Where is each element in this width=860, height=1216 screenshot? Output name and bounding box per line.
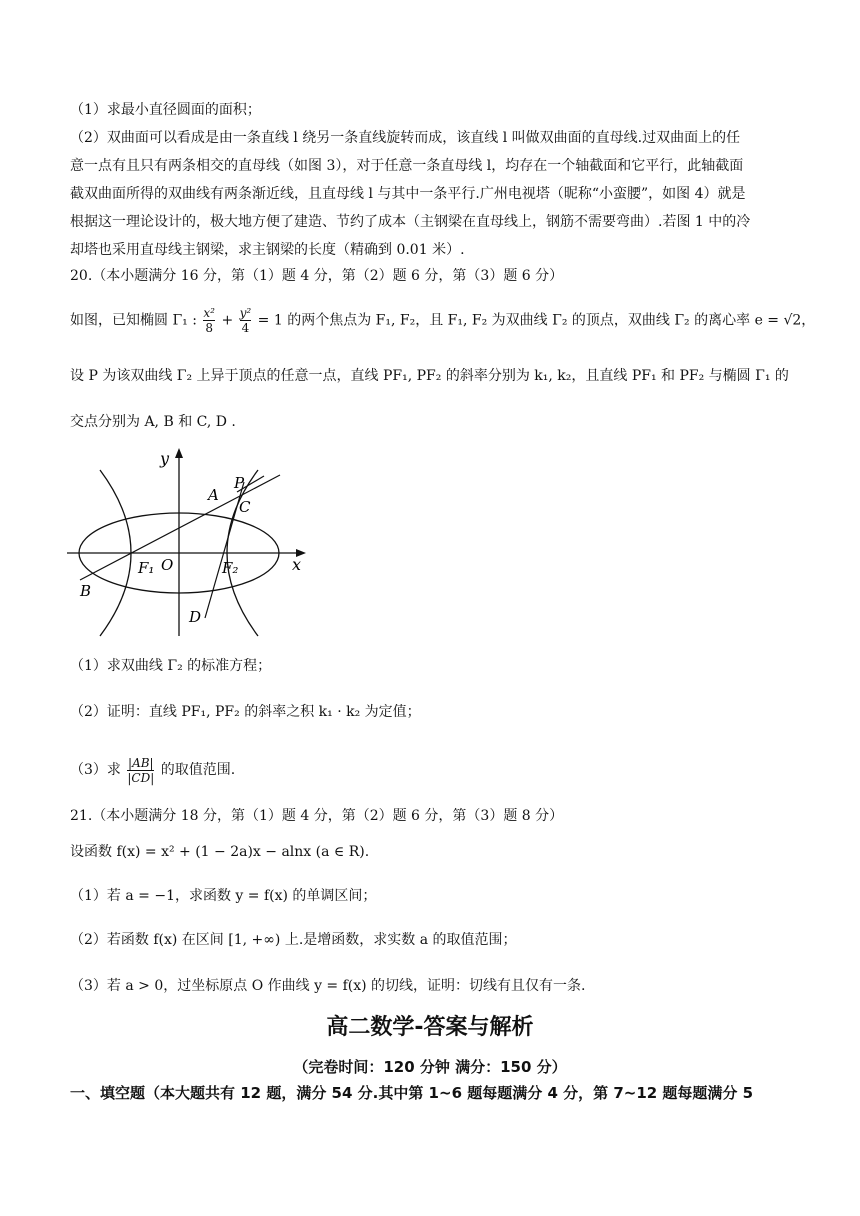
q20-line2: 设 P 为该双曲线 Γ₂ 上异于顶点的任意一点，直线 PF₁, PF₂ 的斜率分别为 k₁, k₂，且直线 PF₁ 和 PF₂ 与椭圆 Γ₁ 的 xyxy=(70,368,789,384)
label-p: P xyxy=(234,474,245,492)
q19-part1: （1）求最小直径圆面的面积； xyxy=(70,102,261,118)
label-a: A xyxy=(208,486,219,504)
q20-part2: （2）证明：直线 PF₁, PF₂ 的斜率之积 k₁ · k₂ 为定值； xyxy=(70,704,421,720)
label-o: O xyxy=(161,556,174,574)
q21-part3: （3）若 a > 0，过坐标原点 O 作曲线 y = f(x) 的切线，证明：切线有且仅有一条. xyxy=(70,978,586,994)
q20-heading: 20.（本小题满分 16 分，第（1）题 4 分，第（2）题 6 分，第（3）题 6 分） xyxy=(70,268,564,284)
q19-part2-line5: 却塔也采用直母线主钢梁，求主钢梁的长度（精确到 0.01 米）. xyxy=(70,242,465,258)
q21-part1: （1）若 a = −1，求函数 y = f(x) 的单调区间； xyxy=(70,888,377,904)
label-d: D xyxy=(189,608,202,626)
q20-part3-start: （3）求 xyxy=(70,762,121,778)
q19-part2-line1: （2）双曲面可以看成是由一条直线 l 绕另一条直线旋转而成，该直线 l 叫做双曲面的直母线.过双曲面上的任 xyxy=(70,130,741,146)
section-heading: 一、填空题（本大题共有 12 题，满分 54 分.其中第 1~6 题每题满分 4 分，第 7~12 题每题满分 5 xyxy=(70,1084,754,1102)
q20-line1 xyxy=(70,306,816,335)
q20-line1-end: = 1 的两个焦点为 F₁, F₂，且 F₁, F₂ 为双曲线 Γ₂ 的顶点，双曲线 Γ₂ 的离心率 e = √2， xyxy=(257,312,816,329)
label-y: y xyxy=(160,449,170,468)
fraction-denominator: |CD| xyxy=(127,770,155,785)
fraction-numerator: |AB| xyxy=(128,755,154,770)
line-pf1 xyxy=(80,475,280,580)
q21-heading: 21.（本小题满分 18 分，第（1）题 4 分，第（2）题 6 分，第（3）题 8 分） xyxy=(70,808,564,824)
fraction-denominator: 8 xyxy=(205,321,214,335)
q21-part2: （2）若函数 f(x) 在区间 [1, +∞) 上.是增函数，求实数 a 的取值范围； xyxy=(70,932,517,948)
label-x: x xyxy=(292,555,302,574)
q20-part3 xyxy=(70,752,810,788)
answer-title: 高二数学-答案与解析 xyxy=(326,1015,534,1040)
q19-part2-line3: 截双曲面所得的双曲线有两条渐近线，且直母线 l 与其中一条平行.广州电视塔（昵称“小蛮腰”，如图 4）就是 xyxy=(70,186,746,202)
answer-subtitle: （完卷时间：120 分钟 满分：150 分） xyxy=(293,1058,567,1076)
q19-part2-line4: 根据这一理论设计的，极大地方便了建造、节约了成本（主钢梁在直母线上，钢筋不需要弯曲）.若图 1 中的冷 xyxy=(70,214,751,230)
q20-line1-start: 如图，已知椭圆 Γ₁ : xyxy=(70,312,197,329)
label-b: B xyxy=(80,582,92,600)
q20-part3-end: 的取值范围. xyxy=(160,762,236,778)
q19-part2-line2: 意一点有且只有两条相交的直母线（如图 3），对于任意一条直母线 l，均存在一个轴截面和它平行，此轴截面 xyxy=(70,158,744,174)
fraction-denominator: 4 xyxy=(241,321,250,335)
label-f2: F₂ xyxy=(222,559,239,577)
fraction-y-squared-over-4 xyxy=(240,306,252,335)
q20-part1: （1）求双曲线 Γ₂ 的标准方程； xyxy=(70,658,272,674)
label-f1: F₁ xyxy=(138,559,155,577)
fraction-numerator: y² xyxy=(239,306,252,320)
fraction-numerator: x² xyxy=(203,306,215,320)
label-c: C xyxy=(239,498,251,516)
q20-line3: 交点分别为 A, B 和 C, D . xyxy=(70,414,236,430)
ellipse-hyperbola-figure xyxy=(62,440,312,640)
q21-line1: 设函数 f(x) = x² + (1 − 2a)x − alnx (a ∈ R). xyxy=(70,844,370,860)
plus-sign: + xyxy=(221,312,234,329)
fraction-ab-over-cd xyxy=(127,756,154,785)
fraction-x-squared-over-8 xyxy=(203,306,215,335)
y-axis-arrow xyxy=(175,448,183,458)
